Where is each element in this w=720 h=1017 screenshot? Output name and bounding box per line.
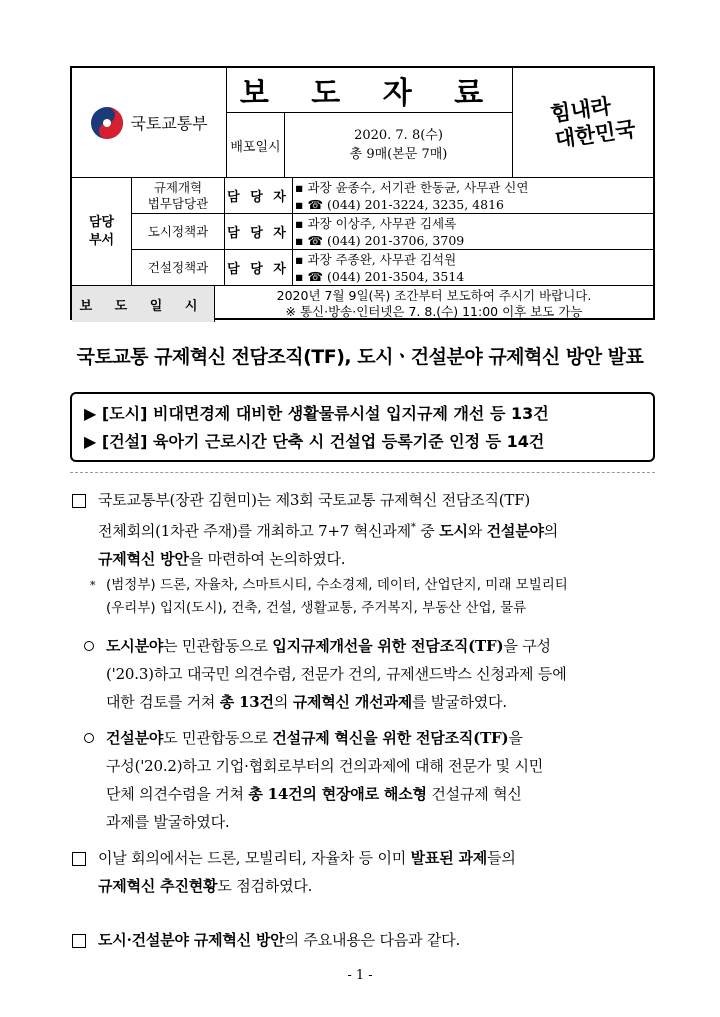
subheadline-city: ▶ [도시] 비대면경제 대비한 생활물류시설 입지규제 개선 등 13건	[84, 404, 549, 423]
office-name: 도시정책과	[132, 214, 225, 249]
office-name: 건설정책과	[132, 250, 225, 285]
text-line: 단체 의견수렴을 거쳐 총 14건의 현장애로 해소형 건설규제 혁신	[106, 785, 522, 803]
text-line: 대한 검토를 거쳐 총 13건의 규제혁신 개선과제를 발굴하였다.	[106, 693, 507, 711]
document-title: 보 도 자 료	[227, 68, 512, 113]
page-count: 총 9매(본문 7매)	[349, 147, 448, 162]
text-line: ('20.3)하고 대국민 의견수렴, 전문가 건의, 규제샌드박스 신청과제 등에	[106, 665, 567, 683]
embargo-text	[215, 286, 653, 322]
dept-row	[132, 250, 653, 286]
ministry-name: 국토교통부	[130, 114, 208, 133]
dept-label-line-1: 담당	[88, 214, 115, 230]
text-line: 도시분야는 민관합동으로 입지규제개선을 위한 전담조직(TF)을 구성	[106, 637, 551, 655]
city-item	[106, 632, 656, 716]
circle-bullet-icon	[84, 733, 94, 743]
dept-label-line-2: 부서	[88, 232, 115, 248]
role-label: 담 당 자	[224, 214, 293, 249]
release-date-value	[285, 113, 512, 178]
contact-info	[295, 251, 650, 285]
taegeuk-emblem-icon	[90, 106, 124, 140]
text-line: 전체회의(1차관 주재)를 개최하고 7+7 혁신과제* 중 도시와 건설분야의	[98, 522, 559, 540]
text-line: 국토교통부(장관 김현미)는 제3회 국토교통 규제혁신 전담조직(TF)	[98, 491, 531, 509]
role-label: 담 당 자	[224, 178, 293, 213]
contact-phone: ▪ ☎ (044) 201-3224, 3235, 4816	[295, 197, 504, 212]
text-line: 구성('20.2)하고 기업·협회로부터의 건의과제에 대해 전문가 및 시민	[106, 757, 544, 775]
contact-info	[295, 215, 650, 249]
paragraph-3: 도시·건설분야 규제혁신 방안의 주요내용은 다음과 같다.	[98, 931, 461, 949]
release-date-label: 배포일시	[227, 113, 285, 178]
slogan-line-2: 대한민국	[553, 116, 638, 152]
contact-person: ▪ 과장 주종완, 사무관 김석원	[295, 252, 457, 267]
checkbox-bullet-icon	[72, 494, 86, 508]
checkbox-bullet-icon	[72, 934, 86, 948]
slogan	[512, 68, 653, 178]
embargo-label: 보 도 일 시	[72, 286, 215, 322]
subheadline-construction: ▶ [건설] 육아기 근로시간 단축 시 건설업 등록기준 인정 등 14건	[84, 432, 545, 451]
checkbox-bullet-icon	[72, 852, 86, 866]
office-name: 규제개혁 법무담당관	[132, 178, 225, 213]
headline: 국토교통 규제혁신 전담조직(TF), 도시ㆍ건설분야 규제혁신 방안 발표	[76, 346, 644, 368]
ministry-logo	[72, 68, 227, 178]
contact-info	[295, 179, 650, 213]
footnote	[106, 574, 666, 620]
text-line: 규제혁신 추진현황도 점검하였다.	[98, 877, 313, 895]
circle-bullet-icon	[84, 641, 94, 651]
footnote-line: (범정부) 드론, 자율차, 스마트시티, 수소경제, 데이터, 산업단지, 미래 모빌리티	[106, 577, 568, 593]
text-line: 규제혁신 방안을 마련하여 논의하였다.	[98, 550, 346, 568]
text-line: 과제를 발굴하였다.	[106, 813, 230, 831]
embargo-line-1: 2020년 7월 9일(목) 조간부터 보도하여 주시기 바랍니다.	[276, 288, 592, 303]
dept-label	[72, 178, 132, 286]
press-release-header	[70, 66, 655, 320]
page-number: - 1 -	[347, 968, 373, 983]
embargo-line-2: ※ 통신·방송·인터넷은 7. 8.(수) 11:00 이후 보도 가능	[285, 304, 583, 319]
footnote-line: (우리부) 입지(도시), 건축, 건설, 생활교통, 주거복지, 부동산 산업, 물류	[106, 600, 527, 616]
paragraph-2	[98, 844, 658, 900]
role-label: 담 당 자	[224, 250, 293, 285]
contact-phone: ▪ ☎ (044) 201-3706, 3709	[295, 233, 465, 248]
contact-person: ▪ 과장 윤종수, 서기관 한동균, 사무관 신연	[295, 180, 529, 195]
construction-item	[106, 724, 656, 836]
dept-row	[132, 214, 653, 250]
paragraph-1	[98, 486, 658, 573]
contact-phone: ▪ ☎ (044) 201-3504, 3514	[295, 269, 465, 284]
section-divider	[70, 472, 655, 473]
text-line: 건설분야도 민관합동으로 건설규제 혁신을 위한 전담조직(TF)을	[106, 729, 523, 747]
footnote-mark: *	[90, 579, 96, 592]
text-line: 이날 회의에서는 드론, 모빌리티, 자율차 등 이미 발표된 과제들의	[98, 849, 516, 867]
subheadline-box	[70, 392, 655, 462]
release-date: 2020. 7. 8(수)	[354, 128, 443, 143]
contact-person: ▪ 과장 이상주, 사무관 김세록	[295, 216, 457, 231]
dept-row	[132, 178, 653, 214]
slogan-line-1: 힘내라	[549, 93, 613, 126]
